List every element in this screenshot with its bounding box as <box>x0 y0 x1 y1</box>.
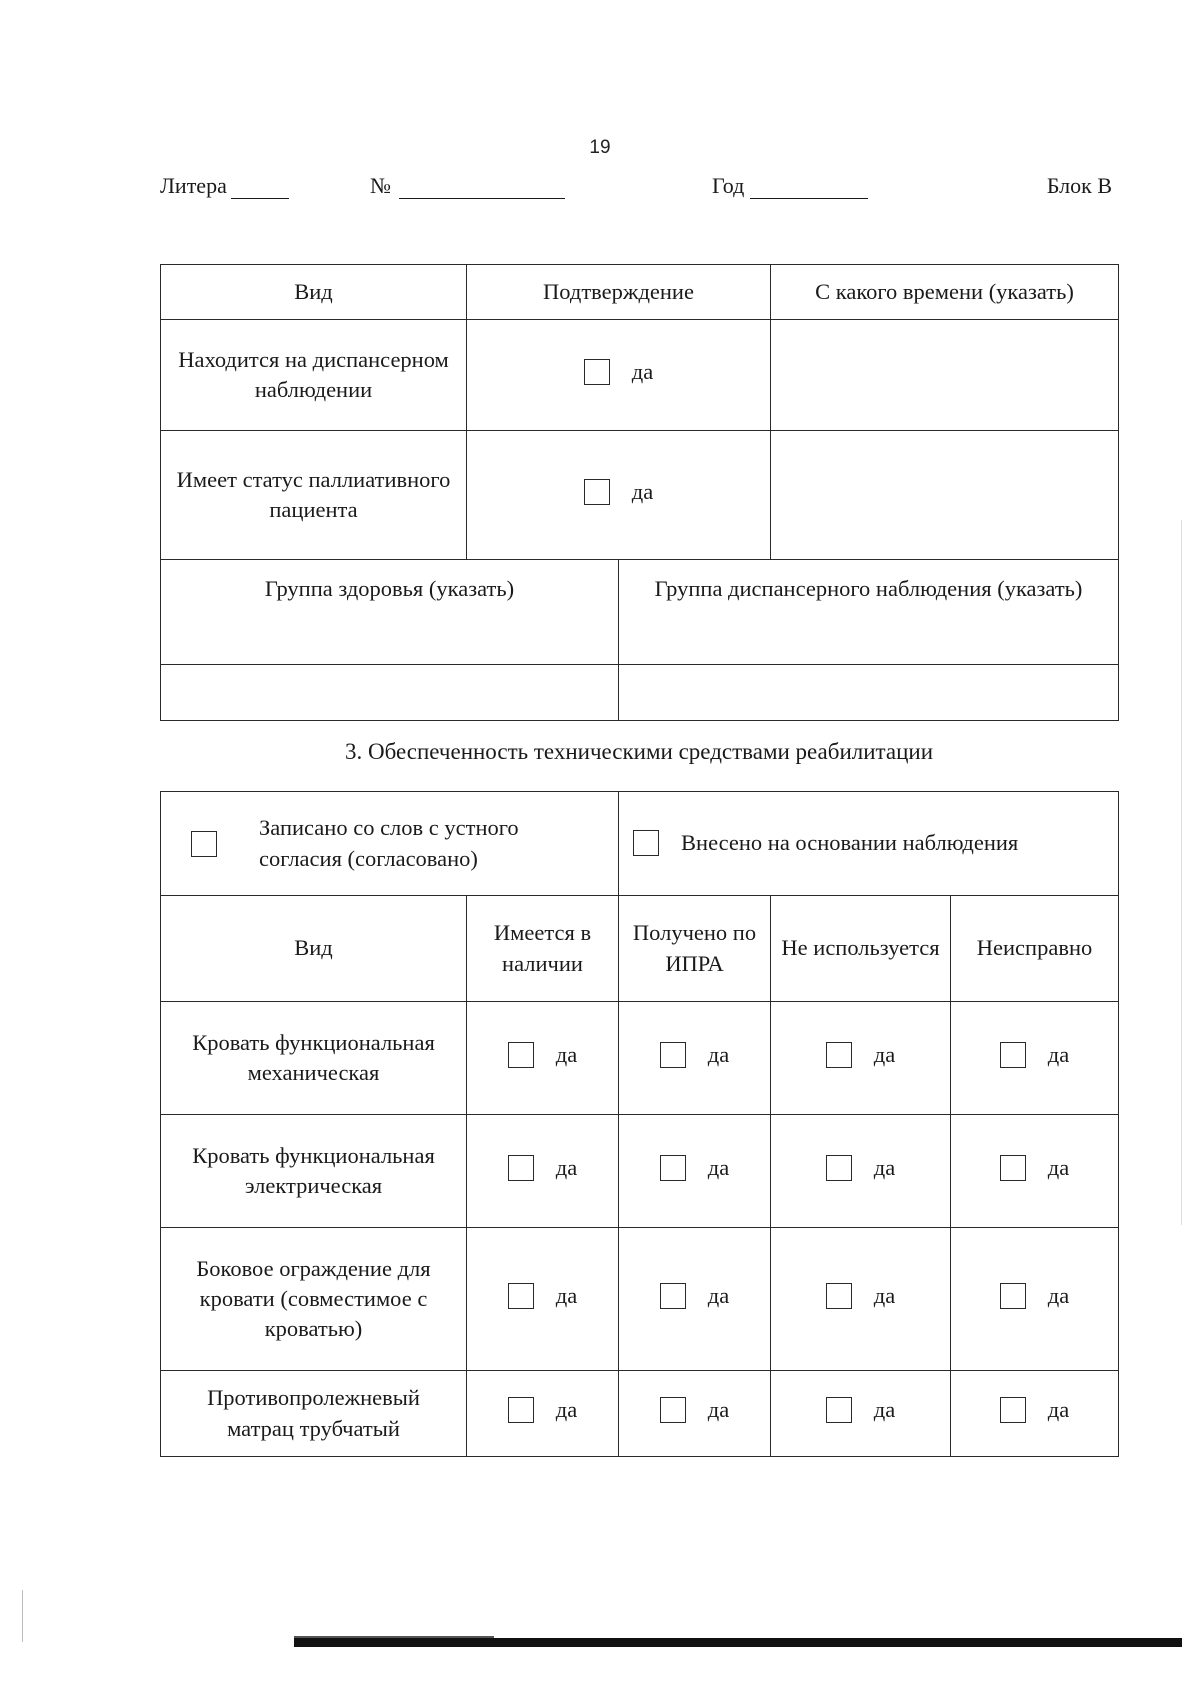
checkbox-received-ipra[interactable] <box>660 1153 729 1183</box>
table-row <box>161 1002 1119 1115</box>
observation-option-cell <box>619 792 1119 896</box>
scan-edge-mark <box>1181 520 1182 1225</box>
checkbox-box[interactable] <box>826 1397 852 1423</box>
checkbox-label: да <box>1047 1154 1070 1180</box>
checkbox-box[interactable] <box>826 1042 852 1068</box>
year-blank[interactable] <box>750 178 868 199</box>
table-row <box>161 320 1119 431</box>
form-header <box>160 173 1112 203</box>
checkbox-label: да <box>707 1041 730 1067</box>
header-received-ipra: Получено по ИПРА <box>619 896 771 1002</box>
confirmation-cell <box>467 320 771 431</box>
dispensary-group-value[interactable] <box>619 665 1119 721</box>
checkbox-label: да <box>1047 1397 1070 1423</box>
checkbox-dispensary[interactable] <box>584 357 653 387</box>
checkbox-available[interactable] <box>508 1395 577 1425</box>
checkbox-faulty[interactable] <box>1000 1040 1069 1070</box>
checkbox-not-used[interactable] <box>826 1153 895 1183</box>
checkbox-verbal-consent[interactable] <box>191 831 217 857</box>
checkbox-available[interactable] <box>508 1040 577 1070</box>
checkbox-box[interactable] <box>660 1155 686 1181</box>
header-vid: Вид <box>161 896 467 1002</box>
checkbox-label: да <box>555 1154 578 1180</box>
consent-option-label: Записано со слов с устного согласия (согласовано) <box>259 815 519 871</box>
row-label-palliative: Имеет статус паллиативного пациента <box>161 431 467 560</box>
since-when-palliative[interactable] <box>771 431 1119 560</box>
row-label: Кровать функциональная механическая <box>161 1002 467 1115</box>
checkbox-label: да <box>873 1041 896 1067</box>
checkbox-available[interactable] <box>508 1281 577 1311</box>
year-label: Год <box>712 173 745 198</box>
checkbox-available[interactable] <box>508 1153 577 1183</box>
checkbox-observation[interactable] <box>633 830 659 856</box>
header-not-used: Не используется <box>771 896 951 1002</box>
litera-field <box>160 173 289 199</box>
table-row <box>161 431 1119 560</box>
scan-edge-mark <box>22 1590 23 1642</box>
number-label: № <box>370 173 391 198</box>
observation-option-label: Внесено на основании наблюдения <box>681 830 1019 856</box>
checkbox-label: да <box>707 1397 730 1423</box>
checkbox-label: да <box>631 358 654 384</box>
checkbox-not-used[interactable] <box>826 1395 895 1425</box>
checkbox-label: да <box>555 1041 578 1067</box>
checkbox-box[interactable] <box>1000 1155 1026 1181</box>
checkbox-label: да <box>873 1154 896 1180</box>
header-dispensary-group: Группа диспансерного наблюдения (указать) <box>619 560 1119 665</box>
since-when-dispensary[interactable] <box>771 320 1119 431</box>
header-available: Имеется в наличии <box>467 896 619 1002</box>
header-faulty: Неисправно <box>951 896 1119 1002</box>
number-blank[interactable] <box>399 178 565 199</box>
checkbox-box[interactable] <box>660 1042 686 1068</box>
row-label: Кровать функциональная электрическая <box>161 1115 467 1228</box>
header-since-when: С какого времени (указать) <box>771 265 1119 320</box>
number-field <box>370 173 565 199</box>
table-row <box>161 1228 1119 1371</box>
block-label: Блок В <box>1046 173 1112 198</box>
checkbox-faulty[interactable] <box>1000 1281 1069 1311</box>
checkbox-received-ipra[interactable] <box>660 1040 729 1070</box>
row-label: Противопролежневый матрац трубчатый <box>161 1371 467 1457</box>
checkbox-box[interactable] <box>1000 1042 1026 1068</box>
checkbox-box[interactable] <box>584 479 610 505</box>
checkbox-label: да <box>873 1282 896 1308</box>
checkbox-label: да <box>631 478 654 504</box>
row-label-dispensary: Находится на диспансерном наблюдении <box>161 320 467 431</box>
checkbox-box[interactable] <box>508 1283 534 1309</box>
table-row <box>161 1115 1119 1228</box>
checkbox-label: да <box>555 1282 578 1308</box>
checkbox-label: да <box>1047 1282 1070 1308</box>
section-title: 3. Обеспеченность техническими средствами реабилитации <box>344 739 934 764</box>
row-label: Боковое ограждение для кровати (совместимое с кроватью) <box>161 1228 467 1371</box>
checkbox-received-ipra[interactable] <box>660 1281 729 1311</box>
checkbox-label: да <box>873 1397 896 1423</box>
checkbox-box[interactable] <box>584 359 610 385</box>
checkbox-label: да <box>555 1397 578 1423</box>
scan-bottom-bar <box>294 1638 1182 1647</box>
checkbox-label: да <box>707 1154 730 1180</box>
checkbox-faulty[interactable] <box>1000 1395 1069 1425</box>
table-row <box>161 1371 1119 1457</box>
litera-label: Литера <box>160 173 227 198</box>
checkbox-faulty[interactable] <box>1000 1153 1069 1183</box>
header-vid: Вид <box>161 265 467 320</box>
health-group-value[interactable] <box>161 665 619 721</box>
checkbox-box[interactable] <box>826 1155 852 1181</box>
checkbox-box[interactable] <box>660 1283 686 1309</box>
checkbox-box[interactable] <box>826 1283 852 1309</box>
checkbox-palliative[interactable] <box>584 477 653 507</box>
checkbox-not-used[interactable] <box>826 1281 895 1311</box>
rehabilitation-means-table <box>160 791 1119 1457</box>
checkbox-not-used[interactable] <box>826 1040 895 1070</box>
checkbox-label: да <box>707 1282 730 1308</box>
litera-blank[interactable] <box>231 178 289 199</box>
consent-option-cell <box>161 792 619 896</box>
observation-status-table <box>160 264 1119 721</box>
checkbox-box[interactable] <box>660 1397 686 1423</box>
checkbox-received-ipra[interactable] <box>660 1395 729 1425</box>
checkbox-label: да <box>1047 1041 1070 1067</box>
header-confirmation: Подтверждение <box>467 265 771 320</box>
checkbox-box[interactable] <box>1000 1283 1026 1309</box>
header-health-group: Группа здоровья (указать) <box>161 560 619 665</box>
checkbox-box[interactable] <box>508 1397 534 1423</box>
checkbox-box[interactable] <box>1000 1397 1026 1423</box>
year-field <box>712 173 868 199</box>
checkbox-box[interactable] <box>508 1042 534 1068</box>
page-number: 19 <box>589 137 611 158</box>
checkbox-box[interactable] <box>508 1155 534 1181</box>
confirmation-cell <box>467 431 771 560</box>
